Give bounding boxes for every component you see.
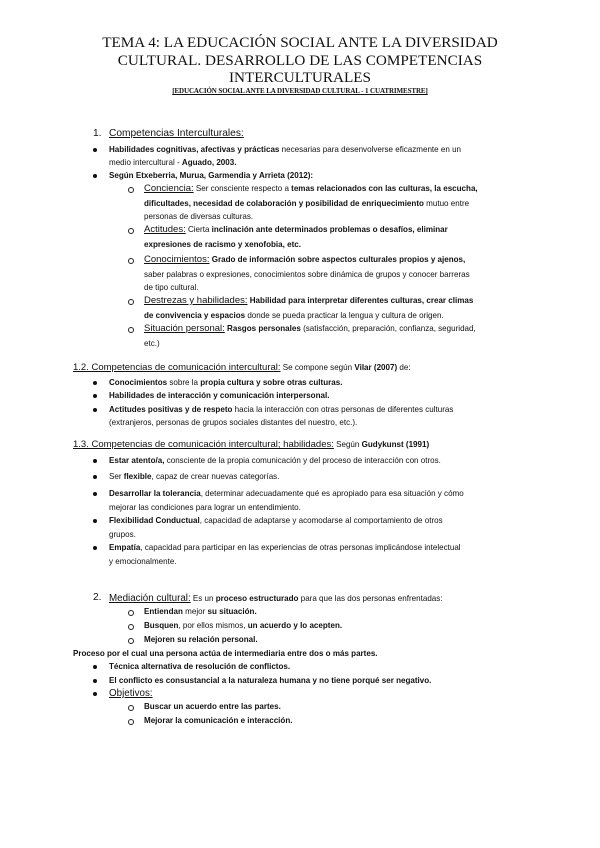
s12-bullet-3: Actitudes positivas y de respeto hacia la interacción con otras personas de diferentes culturas [109, 405, 454, 414]
bullet-icon [93, 475, 97, 479]
actitudes-line2: expresiones de racismo y xenofobia, etc. [144, 240, 301, 249]
situacion-line2: etc.) [144, 339, 160, 348]
circle-bullet-icon [128, 638, 134, 644]
circle-bullet-icon [128, 327, 134, 333]
bullet-icon [93, 459, 97, 463]
title-line-2: CULTURAL. DESARROLLO DE LAS COMPETENCIAS [117, 51, 483, 69]
s13-bullet-2: Ser flexible, capaz de crear nuevas categorías. [109, 472, 280, 481]
bullet-icon [93, 546, 97, 550]
s2-objetivos: Objetivos: [109, 688, 153, 699]
s2-process: Proceso por el cual una persona actúa de intermediaria entre dos o más partes. [73, 649, 378, 658]
circle-bullet-icon [128, 719, 134, 725]
s13-bullet-1: Estar atento/a, consciente de la propia comunicación y del proceso de interacción con otros. [109, 456, 441, 465]
s2-sub-1: Entiendan mejor su situación. [144, 607, 257, 616]
s12-bullet-1: Conocimientos sobre la propia cultura y sobre otras culturas. [109, 378, 343, 387]
circle-bullet-icon [128, 299, 134, 305]
title-line-1: TEMA 4: LA EDUCACIÓN SOCIAL ANTE LA DIVERSIDAD [102, 34, 498, 51]
s13-bullet-4: Flexibilidad Conductual, capacidad de adaptarse y acomodarse al comportamiento de otros [109, 516, 443, 525]
bullet-icon [93, 148, 97, 152]
circle-bullet-icon [128, 610, 134, 616]
s1-bullet-1: Habilidades cognitivas, afectivas y prácticas necesarias para desenvolverse eficazmente en un [109, 145, 462, 154]
circle-bullet-icon [128, 705, 134, 711]
circle-bullet-icon [128, 228, 134, 234]
s1-bullet-2: Según Etxeberria, Murua, Garmendia y Arrieta (2012): [109, 171, 314, 180]
s2-bullet-2: El conflicto es consustancial a la naturaleza humana y no tiene porqué ser negativo. [109, 676, 432, 685]
s12-bullet-3-line2: (extranjeros, personas de grupos sociales distantes del nuestro, etc.). [109, 418, 358, 427]
bullet-icon [93, 394, 97, 398]
s13-bullet-5: Empatía, capacidad para participar en las experiencias de otras personas implicándose intelectual [109, 543, 461, 552]
bullet-icon [93, 679, 97, 683]
bullet-icon [93, 692, 97, 696]
s2-bullet-1: Técnica alternativa de resolución de conflictos. [109, 662, 291, 671]
s13-bullet-4-line2: grupos. [109, 530, 136, 539]
s13-bullet-5-line2: y emocionalmente. [109, 557, 177, 566]
circle-bullet-icon [128, 187, 134, 193]
bullet-icon [93, 492, 97, 496]
s13-bullet-3-line2: mejorar las condiciones para lograr un entendimiento. [109, 503, 301, 512]
destrezas-line2: de convivencia y espacios donde se pueda practicar la lengua y cultura de origen. [144, 311, 444, 320]
page-title [60, 34, 540, 87]
bullet-icon [93, 519, 97, 523]
bullet-icon [93, 174, 97, 178]
section-1-2-heading: 1.2. Competencias de comunicación intercultural: Se compone según Vilar (2007) de: [73, 362, 411, 373]
circle-bullet-icon [128, 258, 134, 264]
s2-objetivo-2: Mejorar la comunicación e interacción. [144, 716, 293, 725]
bullet-icon [93, 665, 97, 669]
conciencia-line1: Conciencia: Ser consciente respecto a temas relacionados con las culturas, la escucha, [144, 183, 478, 194]
section-1-heading: Competencias Interculturales: [109, 128, 244, 139]
section-1-3-heading: 1.3. Competencias de comunicación intercultural; habilidades: Según Gudykunst (1991) [73, 439, 430, 450]
document-subtitle: [EDUCACIÓN SOCIAL ANTE LA DIVERSIDAD CULTURAL - 1 CUATRIMESTRE] [172, 87, 428, 95]
situacion-line1: Situación personal: Rasgos personales (satisfacción, preparación, confianza, seguridad, [144, 323, 476, 334]
destrezas-line1: Destrezas y habilidades: Habilidad para interpretar diferentes culturas, crear climas [144, 295, 474, 306]
section-2-heading: Mediación cultural: Es un proceso estructurado para que las dos personas enfrentadas: [109, 593, 443, 604]
conciencia-line3: personas de diversas culturas. [144, 212, 254, 221]
section-2-number: 2. [93, 592, 102, 603]
conocimientos-line2: saber palabras o expresiones, conocimientos sobre dinámica de grupos y conocer barreras [144, 270, 470, 279]
s12-bullet-2: Habilidades de interacción y comunicación interpersonal. [109, 391, 330, 400]
s13-bullet-3: Desarrollar la tolerancia, determinar adecuadamente qué es apropiado para esa situación y cómo [109, 489, 464, 498]
title-line-3: INTERCULTURALES [228, 69, 372, 86]
conocimientos-line3: de tipo cultural. [144, 283, 199, 292]
section-1-number: 1. [93, 128, 102, 139]
s2-objetivo-1: Buscar un acuerdo entre las partes. [144, 702, 281, 711]
s2-sub-2: Busquen, por ellos mismos, un acuerdo y lo acepten. [144, 621, 343, 630]
bullet-icon [93, 408, 97, 412]
conciencia-line2: dificultades, necesidad de colaboración y posibilidad de enriquecimiento mutuo entre [144, 199, 470, 208]
bullet-icon [93, 381, 97, 385]
circle-bullet-icon [128, 624, 134, 630]
actitudes-line1: Actitudes: Cierta inclinación ante determinados problemas o desafíos, eliminar [144, 224, 448, 235]
conocimientos-line1: Conocimientos: Grado de información sobre aspectos culturales propios y ajenos, [144, 254, 466, 265]
s2-sub-3: Mejoren su relación personal. [144, 635, 258, 644]
s1-bullet-1-line2: medio intercultural - Aguado, 2003. [109, 158, 237, 167]
